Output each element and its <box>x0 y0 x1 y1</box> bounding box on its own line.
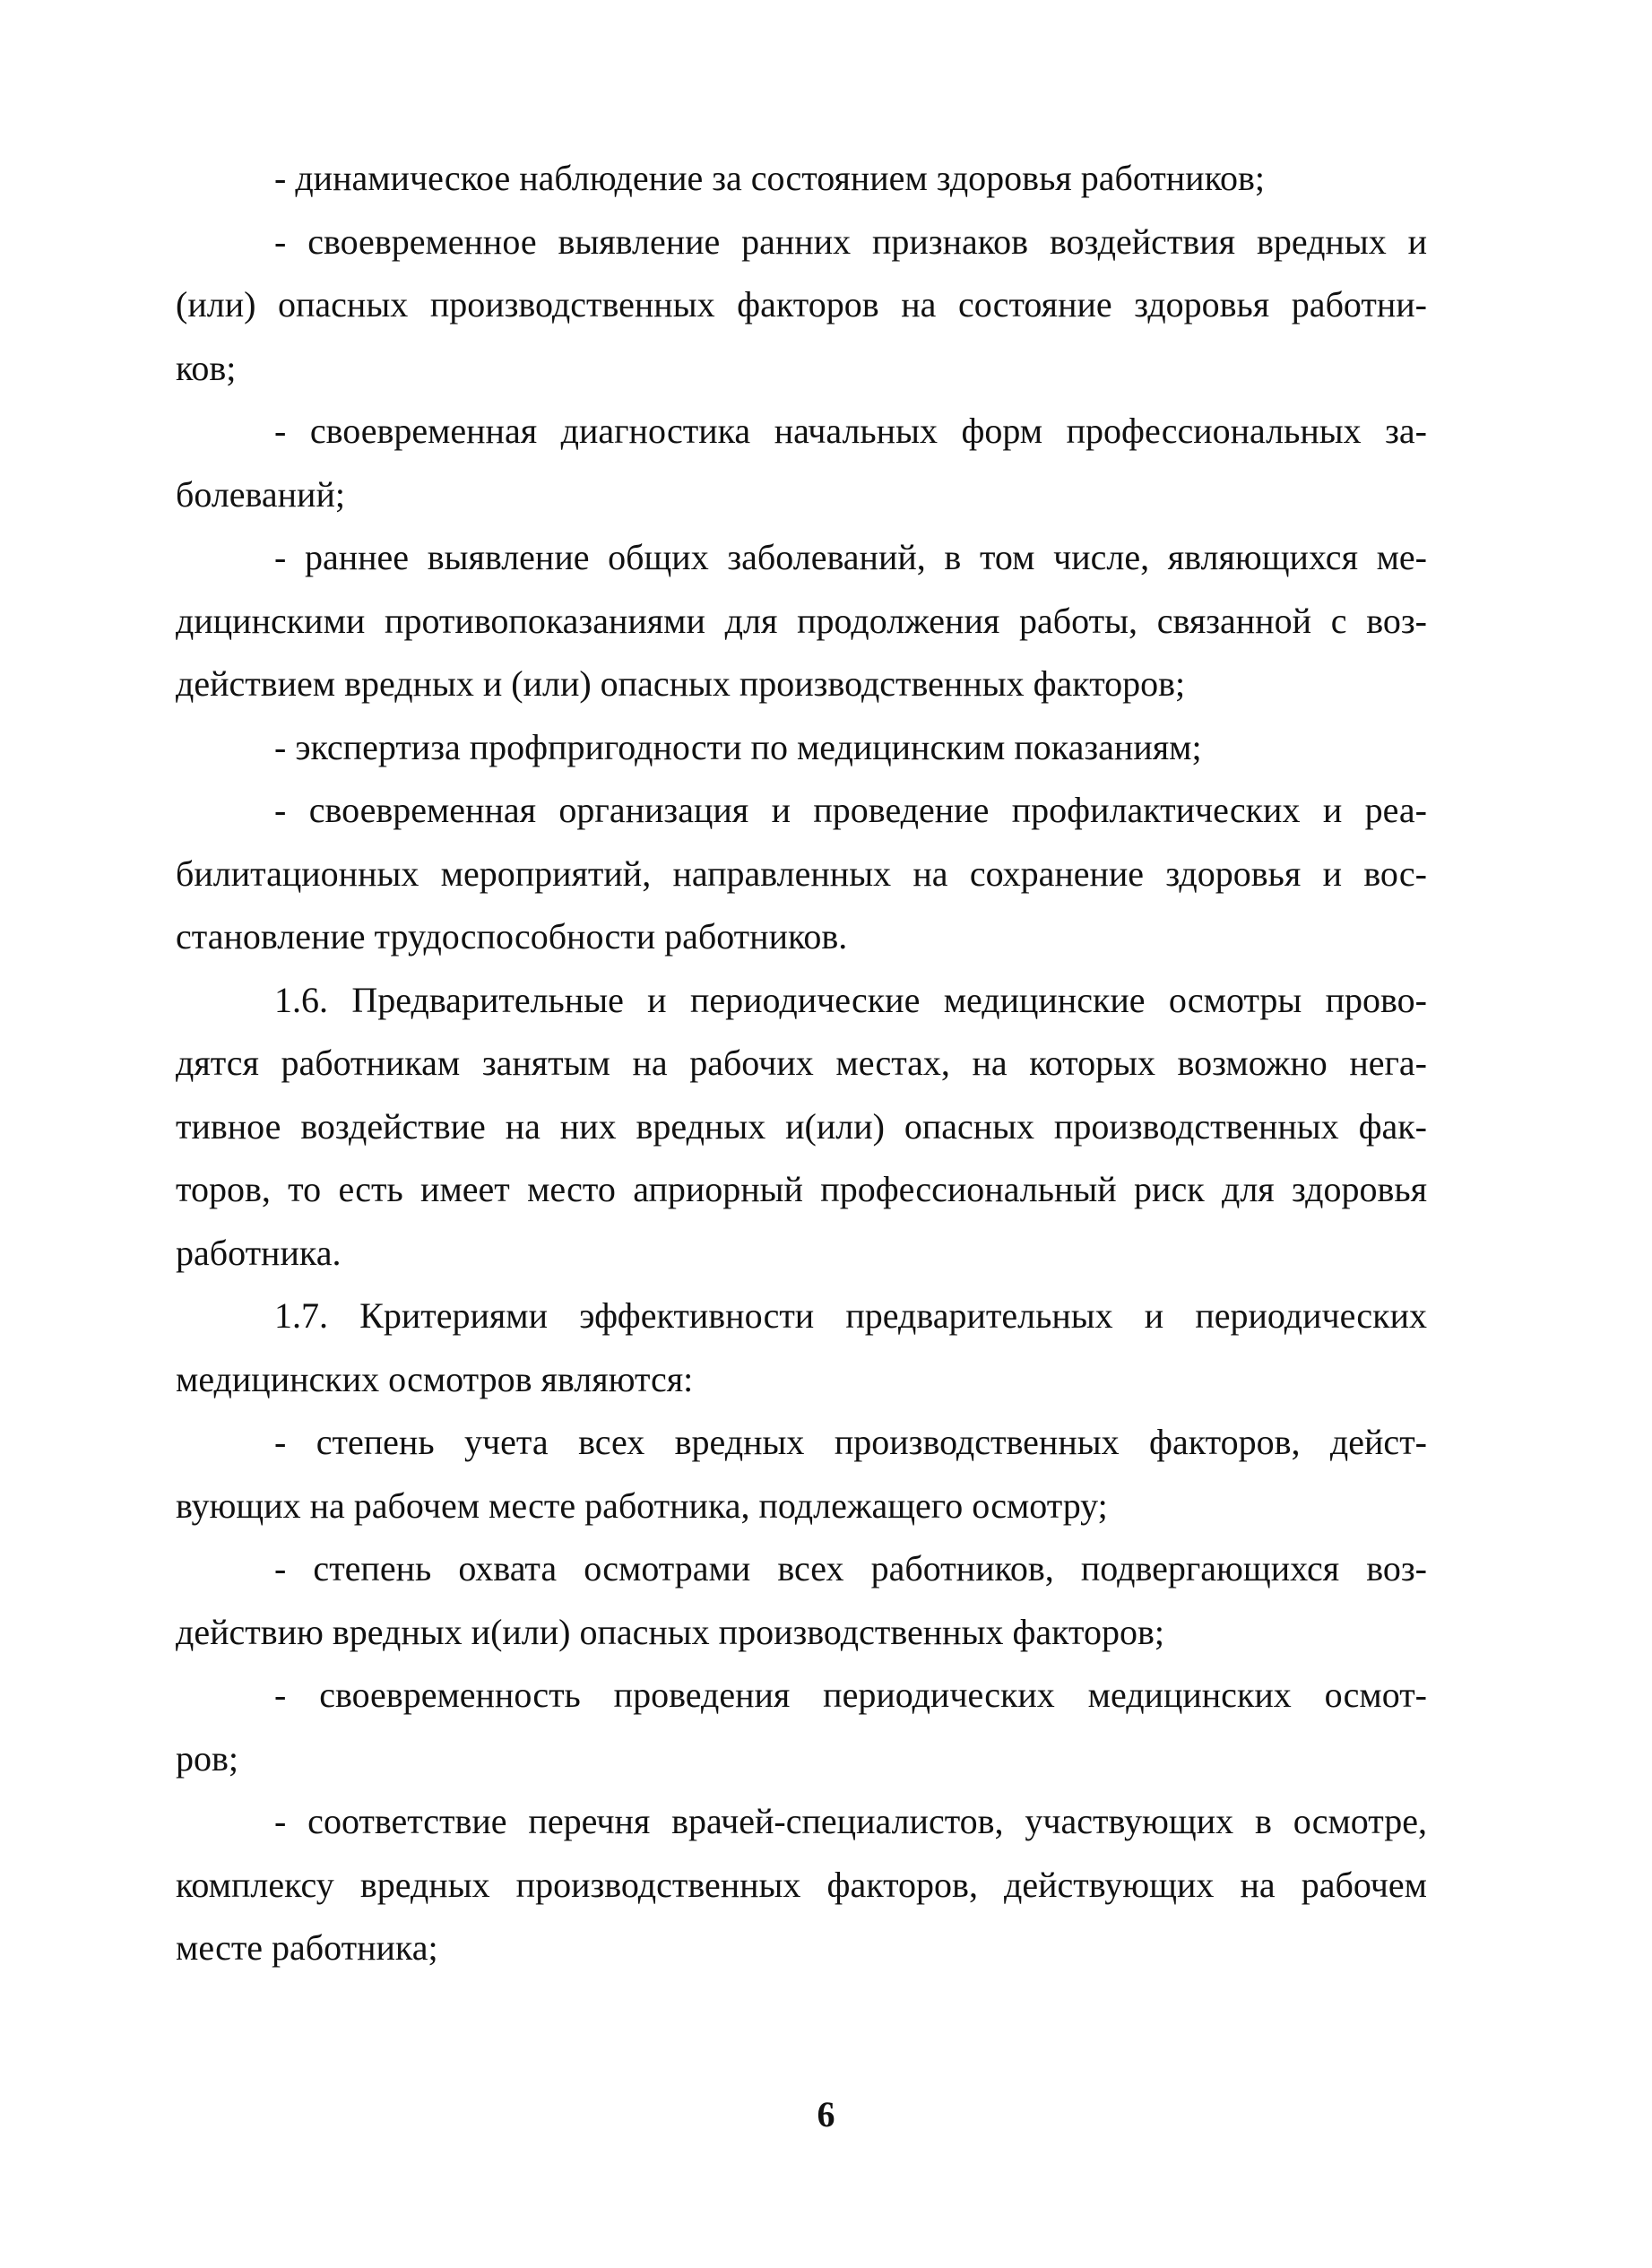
list-item-line: - степень охвата осмотрами всех работников, подвергающихся воз- <box>274 1548 1427 1588</box>
text-line: билитационных мероприятий, направленных на сохранение здоровья и вос- <box>176 853 1427 894</box>
text-line: дицинскими противопоказаниями для продолжения работы, связанной с воз- <box>176 600 1427 641</box>
text-line: ров; <box>176 1737 238 1779</box>
page-number: 6 <box>817 2094 835 2134</box>
list-item-line: - своевременность проведения периодических медицинских осмот- <box>274 1675 1427 1715</box>
list-item-line: - динамическое наблюдение за состоянием здоровья работников; <box>274 158 1265 198</box>
list-item-line: - экспертиза профпригодности по медицинским показаниям; <box>274 726 1202 767</box>
text-line: становление трудоспособности работников. <box>176 916 848 957</box>
list-item-line: - раннее выявление общих заболеваний, в том числе, являющихся ме- <box>274 537 1427 577</box>
list-item-line: - своевременное выявление ранних признаков воздействия вредных и <box>274 221 1427 262</box>
text-line: болеваний; <box>176 473 345 515</box>
text-line: (или) опасных производственных факторов на состояние здоровья работни- <box>176 284 1427 325</box>
text-line: ков; <box>176 347 237 388</box>
text-line: действием вредных и (или) опасных производственных факторов; <box>176 663 1186 704</box>
text-line: вующих на рабочем месте работника, подлежащего осмотру; <box>176 1485 1108 1526</box>
list-item-line: - своевременная диагностика начальных форм профессиональных за- <box>274 411 1427 451</box>
text-line: месте работника; <box>176 1927 438 1968</box>
page-text <box>176 147 1427 1980</box>
text-line: тивное воздействие на них вредных и(или) опасных производственных фак- <box>176 1105 1427 1147</box>
text-line: комплексу вредных производственных факторов, действующих на рабочем <box>176 1864 1427 1905</box>
text-line: медицинских осмотров являются: <box>176 1358 694 1399</box>
section-1-6-line: 1.6. Предварительные и периодические медицинские осмотры прово- <box>274 979 1427 1020</box>
list-item-line: - своевременная организация и проведение профилактических и реа- <box>274 790 1427 830</box>
text-line: работника. <box>176 1232 342 1273</box>
text-line: действию вредных и(или) опасных производственных факторов; <box>176 1611 1164 1652</box>
list-item-line: - соответствие перечня врачей-специалистов, участвующих в осмотре, <box>274 1801 1427 1841</box>
text-line: торов, то есть имеет место априорный профессиональный риск для здоровья <box>176 1169 1427 1209</box>
section-1-7-line: 1.7. Критериями эффективности предварительных и периодических <box>274 1295 1427 1336</box>
text-line: дятся работникам занятым на рабочих местах, на которых возможно нега- <box>176 1043 1427 1083</box>
list-item-line: - степень учета всех вредных производственных факторов, дейст- <box>274 1422 1427 1462</box>
